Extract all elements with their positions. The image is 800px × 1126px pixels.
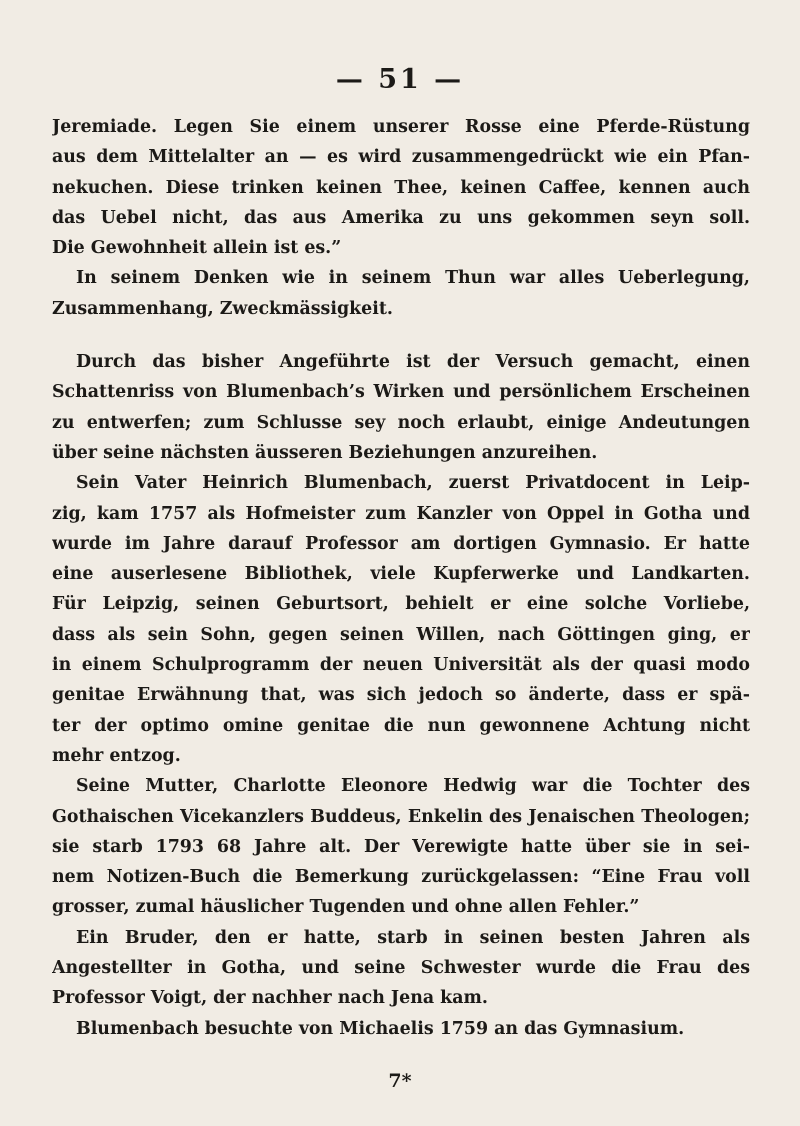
text-line: zu entwerfen; zum Schlusse sey noch erlaubt, einige Andeutungen <box>52 412 750 433</box>
text-line: genitae Erwähnung that, was sich jedoch so änderte, dass er spä- <box>52 685 750 706</box>
signature-mark: 7* <box>388 1070 412 1092</box>
text-line: mehr entzog. <box>52 745 181 766</box>
text-line: über seine nächsten äusseren Beziehungen anzureihen. <box>52 442 598 463</box>
text-line: Blumenbach besuchte von Michaelis 1759 an das Gymnasium. <box>76 1018 685 1039</box>
section-gap <box>52 324 750 347</box>
text-line: ter der optimo omine genitae die nun gewonnene Achtung nicht <box>52 715 750 736</box>
paragraph-4 <box>52 468 750 771</box>
paragraph-7 <box>52 1014 750 1044</box>
text-line: Sein Vater Heinrich Blumenbach, zuerst Privatdocent in Leip- <box>76 473 750 494</box>
text-line: aus dem Mittelalter an — es wird zusammengedrückt wie ein Pfan- <box>52 147 750 168</box>
text-line: Angestellter in Gotha, und seine Schwester wurde die Frau des <box>52 958 750 979</box>
text-line: Gothaischen Vicekanzlers Buddeus, Enkelin des Jenaischen Theologen; <box>52 806 750 827</box>
text-line: das Uebel nicht, das aus Amerika zu uns gekommen seyn soll. <box>52 207 750 228</box>
text-line: dass als sein Sohn, gegen seinen Willen, nach Göttingen ging, er <box>52 624 750 645</box>
text-line: Durch das bisher Angeführte ist der Versuch gemacht, einen <box>76 352 750 373</box>
text-line: in einem Schulprogramm der neuen Universität als der quasi modo <box>52 655 750 676</box>
text-line: nekuchen. Diese trinken keinen Thee, keinen Caffee, kennen auch <box>52 177 750 198</box>
text-line: Professor Voigt, der nachher nach Jena kam. <box>52 988 488 1009</box>
text-line: nem Notizen-Buch die Bemerkung zurückgelassen: “Eine Frau voll <box>52 867 750 888</box>
body-text <box>52 112 750 1044</box>
text-line: sie starb 1793 68 Jahre alt. Der Verewigte hatte über sie in sei- <box>52 836 750 857</box>
text-line: zig, kam 1757 als Hofmeister zum Kanzler von Oppel in Gotha und <box>52 503 750 524</box>
text-line: In seinem Denken wie in seinem Thun war alles Ueberlegung, <box>76 268 750 289</box>
paragraph-6 <box>52 923 750 1014</box>
paragraph-2 <box>52 263 750 324</box>
text-line: eine auserlesene Bibliothek, viele Kupferwerke und Landkarten. <box>52 564 750 585</box>
text-line: Die Gewohnheit allein ist es.” <box>52 238 342 259</box>
text-line: grosser, zumal häuslicher Tugenden und ohne allen Fehler.” <box>52 897 640 918</box>
text-line: Zusammenhang, Zweckmässigkeit. <box>52 298 393 319</box>
paragraph-1 <box>52 112 750 263</box>
page-number: — 51 — <box>335 64 465 95</box>
paragraph-3 <box>52 347 750 468</box>
text-line: Schattenriss von Blumenbach’s Wirken und persönlichem Erscheinen <box>52 382 750 403</box>
paragraph-5 <box>52 771 750 922</box>
text-line: wurde im Jahre darauf Professor am dortigen Gymnasio. Er hatte <box>52 533 750 554</box>
text-line: Jeremiade. Legen Sie einem unserer Rosse eine Pferde-Rüstung <box>52 117 750 137</box>
text-line: Seine Mutter, Charlotte Eleonore Hedwig war die Tochter des <box>76 776 750 797</box>
text-line: Für Leipzig, seinen Geburtsort, behielt er eine solche Vorliebe, <box>52 594 750 615</box>
text-line: Ein Bruder, den er hatte, starb in seinen besten Jahren als <box>76 927 750 948</box>
